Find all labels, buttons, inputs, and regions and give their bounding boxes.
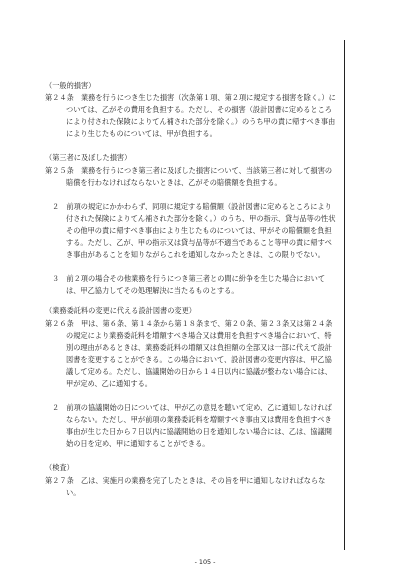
article-text: 乙は、実施月の業務を完了したときは、その旨を甲に通知しなければならない。 — [66, 475, 326, 497]
paragraph-number: ２ — [52, 403, 60, 413]
paragraph-number: ２ — [52, 201, 60, 211]
section-heading: （一般的損害） — [45, 81, 96, 90]
section-heading: （第三者に及ぼした損害） — [45, 153, 132, 163]
article-label: 第２７条 — [45, 475, 74, 485]
page-number: - 105 - — [194, 558, 216, 566]
article-paragraph — [45, 475, 337, 499]
margin-rule — [344, 40, 345, 550]
article-paragraph — [45, 92, 337, 140]
article-paragraph — [45, 318, 337, 391]
section-heading: （検査） — [45, 463, 74, 473]
article-paragraph — [45, 165, 337, 189]
sub-paragraph — [45, 273, 337, 297]
article-text: 業務を行うにつき第三者に及ぼした損害について、当該第三者に対して損害の賠償を行わなければならないときは、乙がその賠償額を負担する。 — [66, 165, 333, 187]
sub-paragraph — [45, 201, 337, 261]
sub-paragraph — [45, 402, 337, 450]
article-label: 第２６条 — [45, 318, 74, 328]
article-text: 甲は、第６条、第１４条から第１８条まで、第２０条、第２３条又は第２４条の規定により業務委託料を増額すべき場合又は費用を負担すべき場合において、特別の理由があるときは、業務委託料の増額又は負担額の全部又は一部に代えて設計図書を変更することができる。この場合において、設計図書の変更内容は、甲乙協議して定める。ただし、協議開始の日から１４日以内に協議が整わない場合には、甲が定め、乙に通知する。 — [66, 318, 333, 388]
paragraph-number: ３ — [52, 274, 60, 284]
paragraph-text: 前項の協議開始の日については、甲が乙の意見を聴いて定め、乙に通知しなければならない。ただし、甲が前項の業務委託料を増額すべき事由又は費用を負担すべき事由が生じた日から７日以内に協議開始の日を通知しない場合には、乙は、協議開始の日を定め、甲に通知することができる。 — [66, 403, 332, 449]
document-body — [45, 80, 337, 499]
section-heading: （業務委託料の変更に代える設計図書の変更） — [45, 306, 196, 316]
paragraph-text: 前２項の場合その他業務を行うにつき第三者との間に紛争を生じた場合においては、甲乙協力してその処理解決に当たるものとする。 — [66, 274, 326, 296]
article-label: 第２５条 — [45, 165, 74, 175]
article-label: 第２４条 — [45, 93, 74, 103]
article-text: 業務を行うにつき生じた損害（次条第１項、第２項に規定する損害を除く。）については、乙がその費用を負担する。ただし、その損害（設計図書に定めるところにより付された保険によりてん補された部分を除く。）のうち甲の責に帰すべき事由により生じたものについては、甲が負担する。 — [66, 93, 336, 139]
paragraph-text: 前項の規定にかかわらず、同項に規定する賠償額（設計図書に定めるところにより付された保険によりてん補された部分を除く。）のうち、甲の指示、貸与品等の性状その他甲の責に帰すべき事由により生じたものについては、甲がその賠償額を負担する。ただし、乙が、甲の指示又は貸与品等が不適当であること等甲の責に帰すべき事由があることを知りながらこれを通知しなかったときは、この限りでない。 — [66, 201, 336, 260]
